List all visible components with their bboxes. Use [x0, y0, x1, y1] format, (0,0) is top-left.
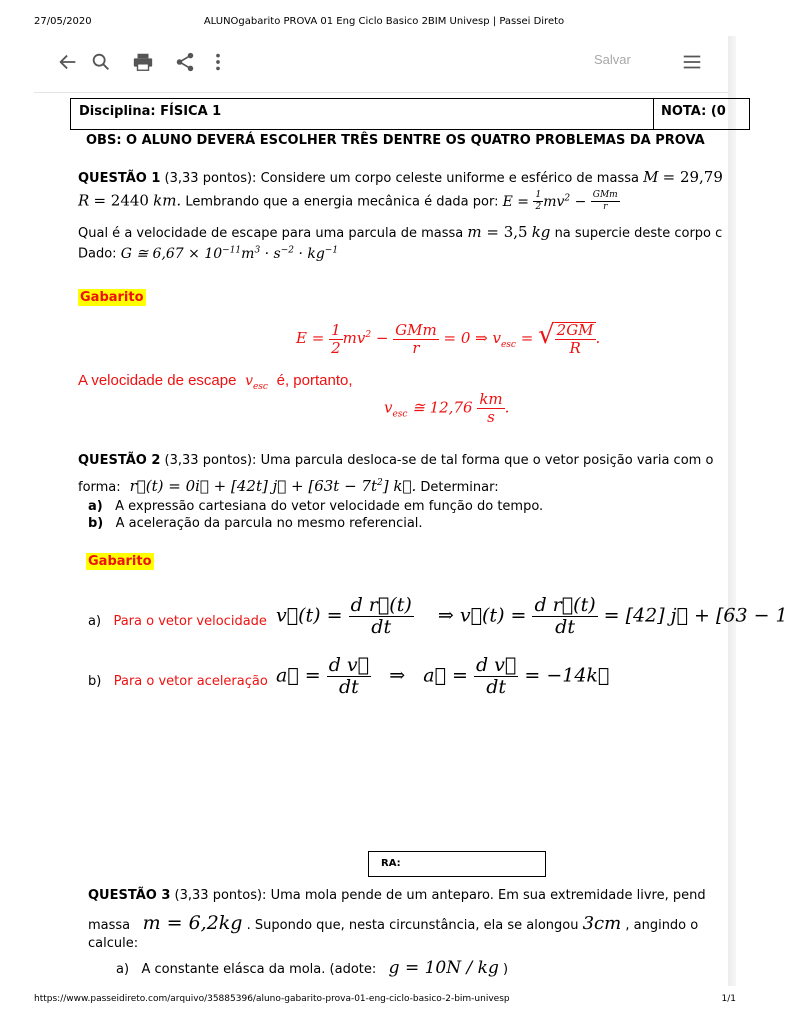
- q2-ans-b-text: Para o vetor aceleração: [113, 674, 268, 689]
- q3-points: (3,33 pontos):: [174, 888, 267, 903]
- q3-line2: [88, 912, 698, 934]
- q2-forma: forma:: [78, 480, 121, 495]
- q1-line4: [78, 245, 338, 262]
- q1-escape-result: $v_{esc}$ ≅ 12,76 $\frac{km}{s}$ .: [384, 390, 510, 426]
- print-title: ALUNOgabarito PROVA 01 Eng Ciclo Basico 2BIM Univesp | Passei Direto: [203, 16, 565, 27]
- q3-label: QUESTÃO 3: [88, 888, 171, 903]
- q3-mass-formula: m = 6,2kg: [142, 912, 243, 934]
- q1-answer-text: A velocidade de escape $v_{esc}$ é, portanto,: [78, 372, 353, 392]
- q2-ans-a-letter: a): [88, 614, 102, 629]
- q2-velocity-equation: v⃗(t) = $\frac{\text{d r⃗(t)}}{dt}$ ⇒ v⃗(t) = $\frac{\text{d r⃗(t)}}{dt}$ = [42] j⃗ + [63 − 1: [276, 594, 788, 638]
- q2-determinar: Determinar:: [420, 480, 499, 495]
- toolbar-divider: [34, 92, 734, 93]
- q3-massa: massa: [88, 918, 131, 933]
- q2-item-b-text: A aceleração da parcula no mesmo referencial.: [115, 516, 423, 531]
- q2-answer-b: [88, 674, 268, 689]
- q2-item-a: [88, 499, 543, 514]
- q3-line1: [88, 888, 706, 903]
- print-url: https://www.passeidireto.com/arquivo/35885396/aluno-gabarito-prova-01-eng-ciclo-basico-2-bim-univesp: [34, 994, 510, 1004]
- q3-text1: Uma mola pende de um anteparo. Em sua extremidade livre, pend: [270, 888, 706, 903]
- q1-line3: Qual é a velocidade de escape para uma parcula de massa m = 3,5 kg na supercie deste corpo c: [78, 223, 723, 241]
- q1-v-value: 12,76: [429, 398, 473, 417]
- q2-item-a-letter: a): [88, 499, 103, 514]
- q1-mass-value: 29,79: [679, 168, 723, 186]
- q1-g-formula: G ≅ $6,67 \times 10^{-11}m^3 \cdot s^{-2} \cdot kg^{-1}$: [120, 245, 339, 262]
- q3-item-a-text: A constante elásca da mola. (adote:: [141, 962, 377, 977]
- q3-item-a-letter: a): [116, 962, 130, 977]
- q2-label: QUESTÃO 2: [78, 453, 161, 468]
- q3-stretch: 3cm: [582, 913, 622, 934]
- q1-text3b: na supercie deste corpo c: [554, 226, 723, 241]
- q1-m-unit: kg: [531, 223, 551, 241]
- q1-energy-formula: E = $\frac{1}{2}$ $mv^2$ − $\frac{\text{GMm}}{r}$: [502, 190, 618, 212]
- q1-escape-equation: E = $\frac{1}{2}$ $mv^2$ − $\frac{\text{GMm}}{r}$ = 0 ⇒ $v_{esc}$ = √ $\frac{2GM}{R}$ .: [296, 320, 601, 357]
- q3-text3: , angindo o: [625, 918, 699, 933]
- q1-text2: Lembrando que a energia mecânica é dada por:: [185, 194, 499, 210]
- q2-item-a-text: A expressão cartesiana do vetor velocidade em função do tempo.: [115, 499, 544, 514]
- q1-v-unit-num: km: [479, 390, 503, 408]
- q3-item-a: a) A constante elásca da mola. (adote: g = 10N / kg ): [116, 958, 509, 978]
- print-date: 27/05/2020: [34, 16, 92, 27]
- more-vertical-icon[interactable]: [206, 50, 230, 74]
- save-button[interactable]: Salvar: [594, 52, 631, 67]
- share-icon[interactable]: [173, 50, 197, 74]
- print-icon[interactable]: [131, 50, 155, 74]
- search-icon[interactable]: [89, 50, 113, 74]
- q2-item-b: [88, 516, 423, 531]
- q1-answer-text-a: A velocidade de escape: [78, 372, 237, 389]
- q1-gabarito-label: Gabarito: [80, 290, 144, 305]
- q2-accel-value: −14: [546, 664, 587, 687]
- q2-line1: [78, 453, 713, 468]
- q1-gabarito-row: [78, 290, 146, 305]
- print-header: [0, 16, 768, 32]
- q2-gabarito-row: [86, 554, 154, 569]
- back-arrow-icon[interactable]: [56, 50, 80, 74]
- q1-g-value: 6,67 × 10: [152, 245, 223, 262]
- q1-dado-label: Dado:: [78, 246, 117, 262]
- q2-position-formula: r⃗(t) = 0i⃗ + [42t] j⃗ + $[63t - 7t^2]$ k⃗.: [124, 477, 417, 495]
- q3-text2: . Supondo que, nesta circunstância, ela se alongou: [246, 918, 579, 933]
- q1-m-value: 3,5: [503, 223, 528, 241]
- q1-line2: R = 2440 km. Lembrando que a energia mecânica é dada por: E = $\frac{1}{2}$ $mv^2$ − $\frac{\text{GMm}}{r}$: [78, 190, 618, 212]
- q2-ans-a-text: Para o vetor velocidade: [113, 614, 267, 629]
- q1-points: (3,33 pontos):: [164, 171, 257, 186]
- ra-field: [368, 851, 546, 877]
- q2-ans-b-letter: b): [88, 674, 102, 689]
- q3-g-value: 10: [424, 958, 447, 978]
- q1-radius-symbol: R: [78, 191, 90, 210]
- q2-text1: Uma parcula desloca-se de tal forma que o vetor posição varia com o: [260, 453, 714, 468]
- q3-calcule: calcule:: [88, 936, 139, 951]
- menu-icon[interactable]: [680, 50, 704, 74]
- header-table: [70, 98, 750, 130]
- q1-v-unit-den: s: [487, 408, 495, 426]
- print-page-number: 1/1: [721, 994, 736, 1004]
- q1-label: QUESTÃO 1: [78, 171, 161, 186]
- q1-text1: Considere um corpo celeste uniforme e esférico de massa: [260, 171, 639, 186]
- nota-label: NOTA: (0: [661, 104, 726, 119]
- q2-line2: [78, 477, 499, 495]
- q1-line1: [78, 168, 723, 186]
- q1-text3a: Qual é a velocidade de escape para uma parcula de massa: [78, 226, 464, 241]
- q1-mass-symbol: M: [643, 168, 659, 186]
- header-divider: [653, 99, 654, 129]
- q2-item-b-letter: b): [88, 516, 104, 531]
- q2-answer-a: [88, 614, 267, 629]
- disciplina-label: Disciplina: FÍSICA 1: [79, 104, 222, 119]
- q2-points: (3,33 pontos):: [164, 453, 257, 468]
- q1-radius-value: 2440: [110, 191, 149, 210]
- q3-line3: [88, 936, 138, 951]
- q2-gabarito-label: Gabarito: [88, 554, 152, 569]
- q1-answer-text-b: é, portanto,: [276, 372, 353, 389]
- ra-label: RA:: [381, 858, 401, 869]
- q3-mass-value: 6,2: [188, 912, 219, 934]
- q2-acceleration-equation: a⃗ = $\frac{\text{d v⃗}}{dt}$ ⇒ a⃗ = $\frac{\text{d v⃗}}{dt}$ = −14k⃗: [276, 654, 610, 698]
- q1-equals: =: [662, 168, 680, 186]
- obs-text: OBS: O ALUNO DEVERÁ ESCOLHER TRÊS DENTRE OS QUATRO PROBLEMAS DA PROVA: [86, 133, 705, 148]
- q3-g-formula: g = 10N / kg: [388, 958, 499, 978]
- document-page: [0, 96, 788, 991]
- scrollbar-track[interactable]: [728, 36, 736, 986]
- q1-radius-unit: km.: [153, 191, 182, 210]
- viewer-toolbar: [34, 40, 734, 86]
